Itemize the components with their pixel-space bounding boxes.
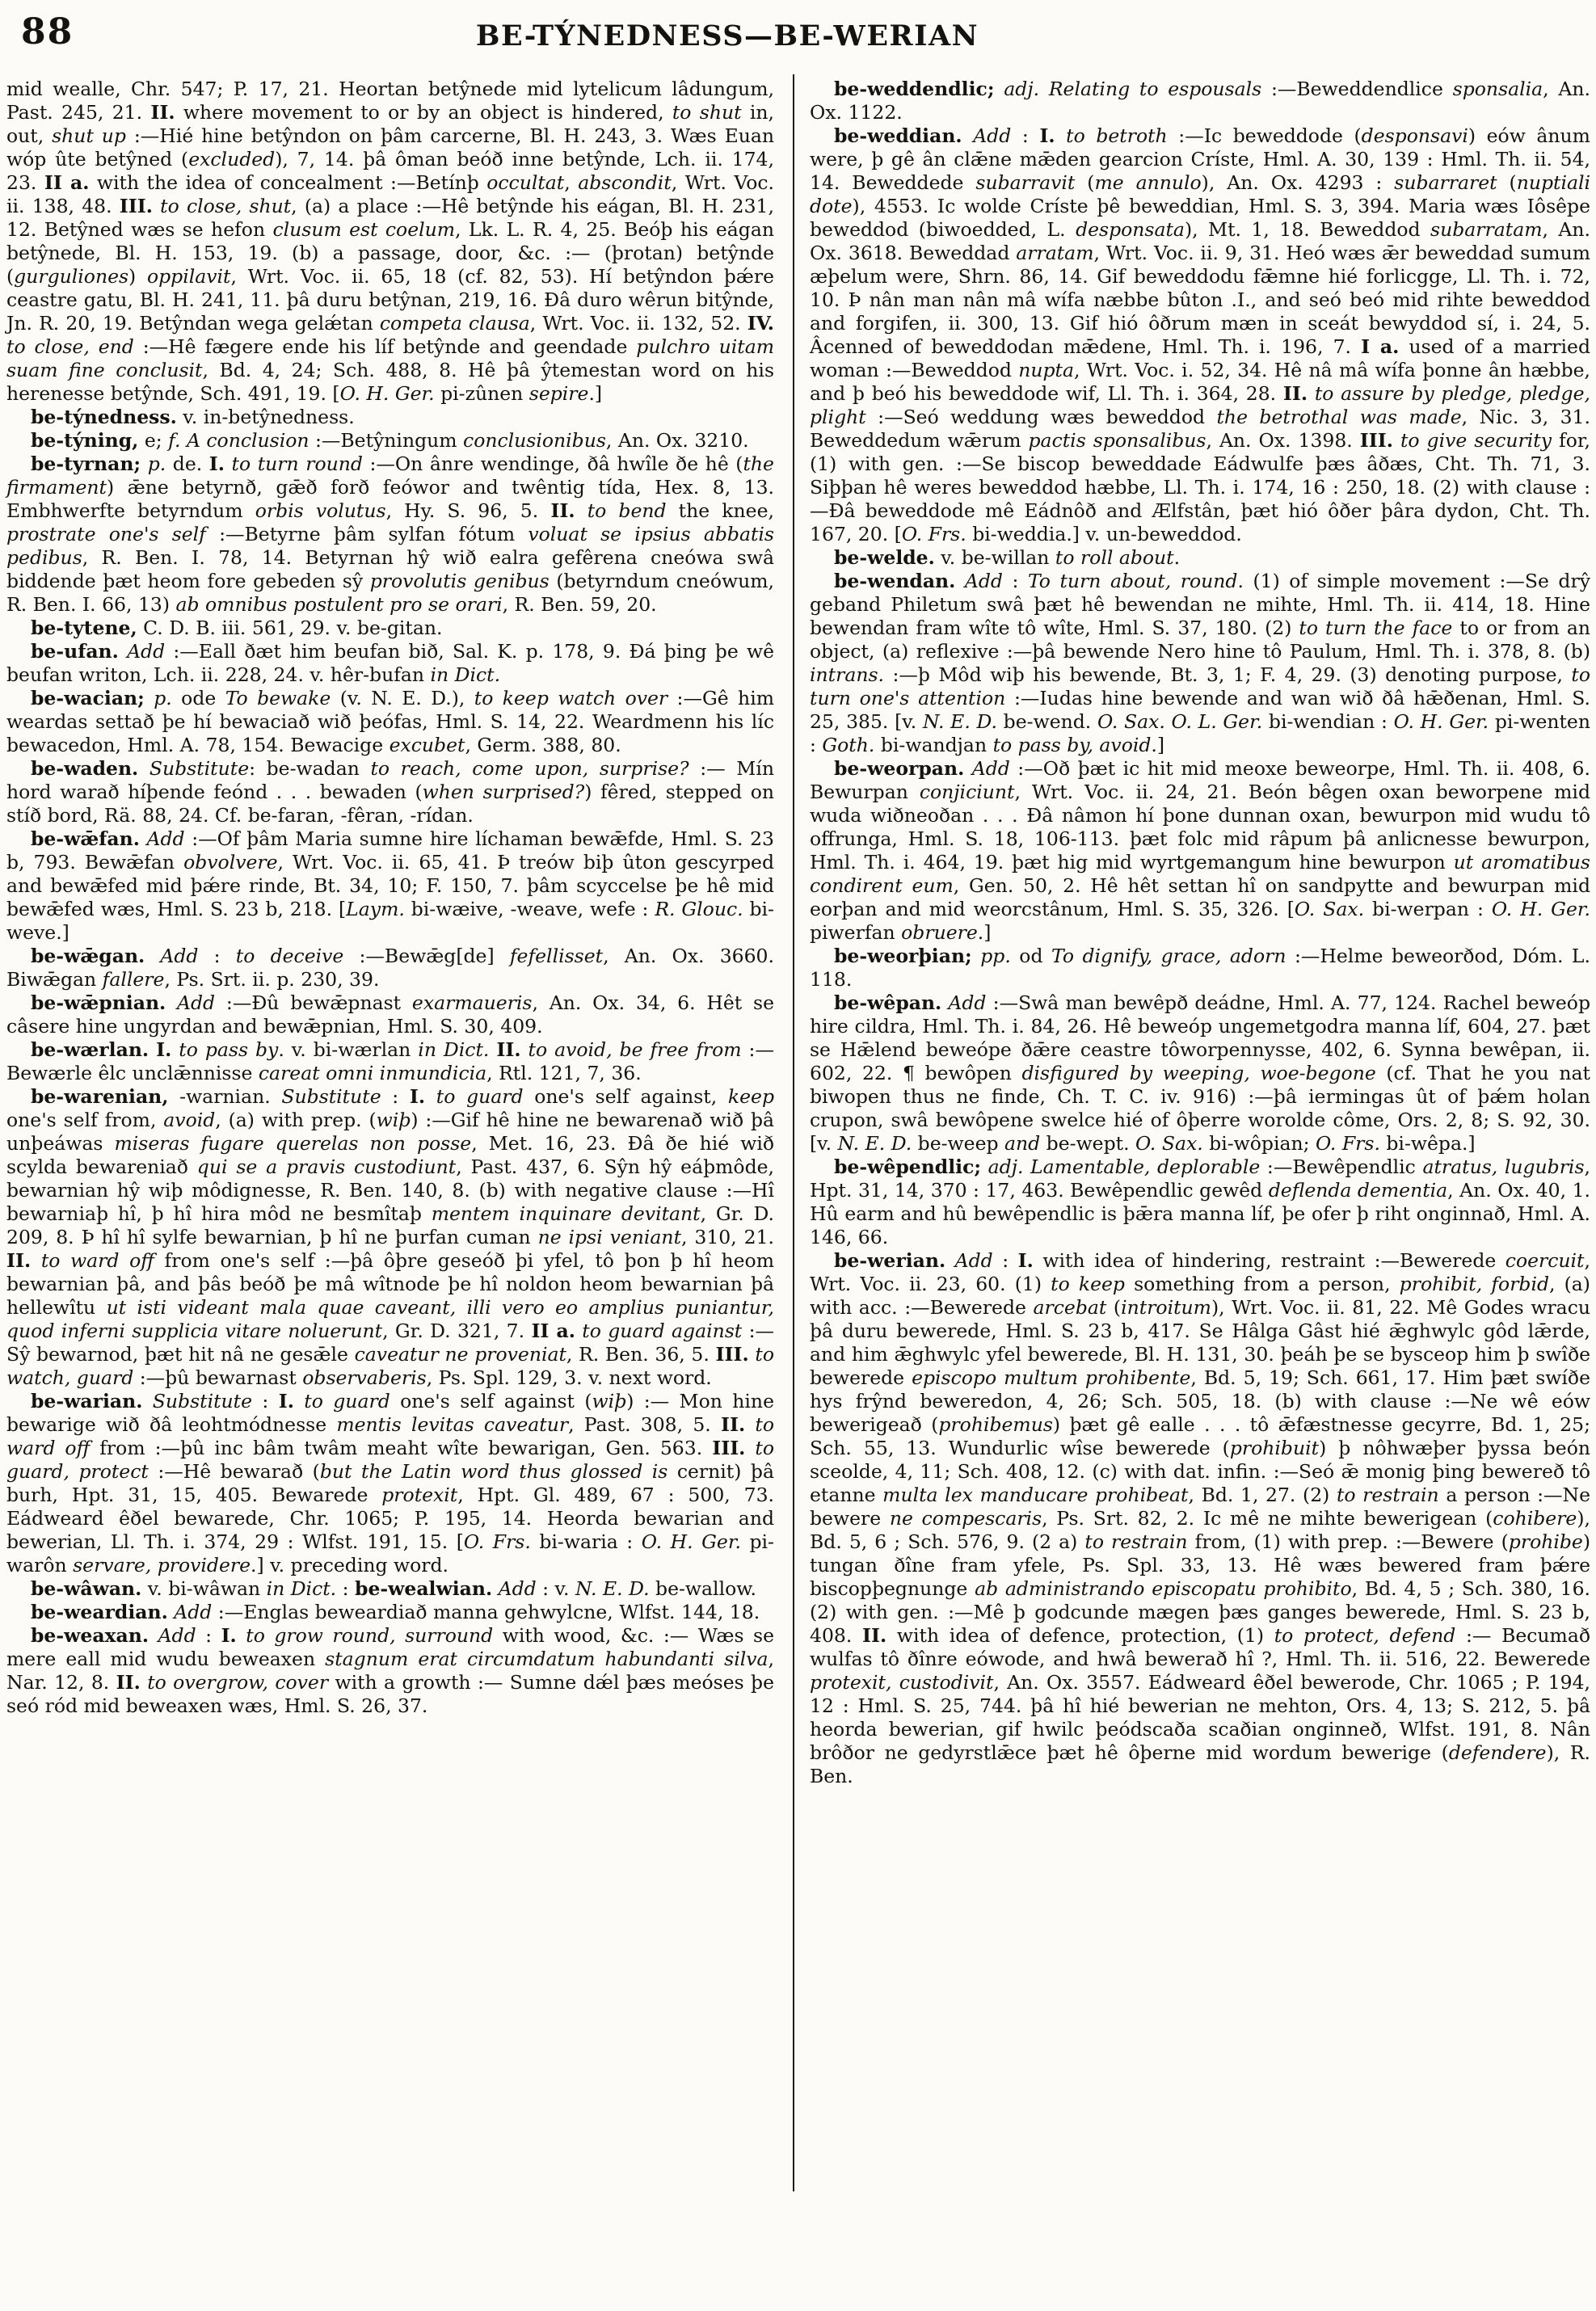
page-number: 88 (21, 11, 74, 53)
column-right (810, 78, 1590, 1788)
dictionary-entry: be-týning, e; f. A conclusion :—Betŷningum conclusionibus, An. Ox. 3210. (31, 429, 749, 452)
dictionary-entry: be-waden. Substitute: be-wadan to reach, come upon, surprise? :— Mín hord warað híþende feónd . . . bewaden (when surprised?) fêred, stepped on stíð bord, Rä. 88, 24. Cf. be-faran, -fêran, -rídan. (6, 757, 775, 827)
dictionary-entry: be-wacian; p. ode To bewake (v. N. E. D.), to keep watch over :—Gê him weardas settað þe hí bewaciað wið þeófas, Hml. S. 14, 22. Weardmenn his líc bewacedon, Hml. A. 78, 154. Bewacige excubet, Germ. 388, 80. (6, 687, 774, 756)
running-title: BE-TÝNEDNESS—BE-WERIAN (475, 19, 979, 53)
dictionary-entry: be-týnedness. v. in-betŷnedness. (31, 406, 355, 428)
dictionary-entry: be-warenian, -warnian. Substitute : I. to guard one's self against, keep one's self from, avoid, (a) with prep. (wiþ) :—Gif hê hine ne bewarenað wið þâ unþeáwas miseras fugare querelas non posse, Met. 16, 23. Ðâ ðe hié wið scylda bewareniað qui se a pravis custodiunt, Past. 437, 6. Sŷn hŷ eáþmôde, bewarnian hŷ wiþ môdignesse, R. Ben. 140, 8. (b) with negative clause :—Hî bewarniaþ hî, þ hî hira môd ne besmîtaþ mentem inquinare devitant, Gr. D. 209, 8. Þ hî hî sylfe bewarnian, þ hî ne þurfan cuman ne ipsi veniant, 310, 21. II. to ward off from one's self :—þâ ôþre geseóð þi yfel, tô þon þ hî heom bewarnian þâ, and þâs beóð þe mâ wîtnode þe hî noldon heom bewarnian þâ hellewîtu ut isti videant mala quae caveant, illi vero eo amplius puniantur, quod inferni supplicia vitare noluerunt, Gr. D. 321, 7. II a. to guard against :—Sŷ bewarnod, þæt hit nâ ne gesǣle caveatur ne proveniat, R. Ben. 36, 5. III. to watch, guard :—þû bewarnast observaberis, Ps. Spl. 129, 3. v. next word. (6, 1085, 775, 1389)
dictionary-entry: be-werian. Add : I. with idea of hindering, restraint :—Bewerede coercuit, Wrt. Voc. ii. 23, 60. (1) to keep something from a person, prohibit, forbid, (a) with acc. :—Bewerede arcebat (introitum), Wrt. Voc. ii. 81, 22. Mê Godes wracu þâ duru bewerede, Hml. S. 23 b, 417. Se Hâlga Gâst hié ǣghwylc gôd lǣrde, and him ǣghwylc yfel bewerede, Bl. H. 131, 30. þeáh þe se bysceop him þ swîðe bewerede episcopo multum prohibente, Bd. 5, 19; Sch. 661, 17. Him þæt swíðe hys frŷnd beweredon, 4, 26; Sch. 505, 18. (b) with clause :—Ne wê eów bewerigeað (prohibemus) þæt gê ealle . . . tô ǣfæstnesse gecyrre, Bd. 1, 25; Sch. 55, 13. Wundurlic wîse bewerede (prohibuit) þ nôhwæþer þyssa beón sceolde, 4, 11; Sch. 408, 12. (c) with dat. infin. :—Seó ǣ monig þing bewereð tô etanne multa lex manducare prohibeat, Bd. 1, 27. (2) to restrain a person :—Ne bewere ne compescaris, Ps. Srt. 82, 2. Ic mê ne mihte bewerigean (cohibere), Bd. 5, 6 ; Sch. 576, 9. (2 a) to restrain from, (1) with prep. :—Bewere (prohibe) tungan ðîne fram yfele, Ps. Spl. 33, 13. Hê wæs bewered fram þǽre biscopþegnunge ab administrando episcopatu prohibito, Bd. 4, 5 ; Sch. 380, 16. (2) with gen. :—Mê þ godcunde mægen þæs ganges bewerede, Hml. S. 23 b, 408. II. with idea of defence, protection, (1) to protect, defend :— Becumað wulfas tô ðînre eówode, and hwâ bewerað hî ?, Hml. Th. ii. 516, 22. Bewerede protexit, custodivit, An. Ox. 3557. Eádweard êðel bewerode, Chr. 1065 ; P. 194, 12 : Hml. S. 25, 744. þâ hî hié bewerian ne mehton, Ors. 4, 13; S. 212, 5. þâ heorda bewerian, gif hwilc þeódscaða scaðian onginneð, Wlfst. 191, 8. Nân brôðor ne gedyrstlǣce þæt hê ôþerne mid wordum bewerige (defendere), R. Ben. (810, 1249, 1591, 1787)
dictionary-entry: be-weddian. Add : I. to betroth :—Ic beweddode (desponsavi) eów ânum were, þ gê ân clǣne mǣden gearcion Críste, Hml. A. 30, 139 : Hml. Th. ii. 54, 14. Beweddede subarravit (me annulo), An. Ox. 4293 : subarraret (nuptiali dote), 4553. Ic wolde Críste þê beweddian, Hml. S. 3, 394. Maria wæs Iôsêpe beweddod (biwoedded, L. desponsata), Mt. 1, 18. Beweddod subarratam, An. Ox. 3618. Beweddad arratam, Wrt. Voc. ii. 9, 31. Heó wæs ǣr beweddad sumum æþelum were, Shrn. 86, 14. Gif beweddodu fǣmne hié forlicgge, Ll. Th. i. 72, 10. Þ nân man nân mâ wífa næbbe bûton .I., and seó beó mid rihte beweddod and forgifen, ii. 300, 13. Gif hió ôðrum mæn in sceát bewyddod sí, i. 24, 5. Âcenned of beweddodan mǣdene, Hml. Th. i. 196, 7. I a. used of a married woman :—Beweddod nupta, Wrt. Voc. i. 52, 34. Hê nâ mâ wífa þonne ân hæbbe, and þ beó his beweddode wif, Ll. Th. i. 364, 28. II. to assure by pledge, pledge, plight :—Seó weddung wæs beweddod the betrothal was made, Nic. 3, 31. Beweddedum wǣrum pactis sponsalibus, An. Ox. 1398. III. to give security for, (1) with gen. :—Se biscop beweddade Eádwulfe þæs âðæs, Cht. Th. 71, 3. Siþþan hê weres beweddod hæbbe, Ll. Th. i. 174, 16 : 250, 18. (2) with clause :—Ðâ beweddode mê Eádnôð and Ælfstân, þæt hió ôðer þâra dydon, Cht. Th. 167, 20. [O. Frs. bi-weddia.] v. un-beweddod. (810, 124, 1591, 545)
dictionary-entry: be-wǣfan. Add :—Of þâm Maria sumne hire líchaman bewǣfde, Hml. S. 23 b, 793. Bewǣfan obvolvere, Wrt. Voc. ii. 65, 41. Þ treów biþ ûton gescyrped and bewǣfed mid þǽre rinde, Bt. 34, 10; F. 150, 7. þâm scyccelse þe hê mid bewǣfed wæs, Hml. S. 23 b, 218. [Laym. bi-wæive, -weave, wefe : R. Glouc. bi-weve.] (6, 827, 774, 944)
dictionary-entry: be-warian. Substitute : I. to guard one's self against (wiþ) :— Mon hine bewarige wið ðâ leohtmódnesse mentis levitas caveatur, Past. 308, 5. II. to ward off from :—þû inc bâm twâm meaht wîte bewarigan, Gen. 563. III. to guard, protect :—Hê bewarað (but the Latin word thus glossed is cernit) þâ burh, Hpt. 31, 15, 405. Bewarede protexit, Hpt. Gl. 489, 67 : 500, 73. Eádweard êðel bewarede, Chr. 1065; P. 195, 14. Heorda bewarian and bewerian, Ll. Th. i. 374, 29 : Wlfst. 191, 15. [O. Frs. bi-waria : O. H. Ger. pi-warôn servare, providere.] v. preceding word. (6, 1390, 774, 1576)
dictionary-entry: be-wǣgan. Add : to deceive :—Bewǣg[de] fefellisset, An. Ox. 3660. Biwǣgan fallere, Ps. Srt. ii. p. 230, 39. (6, 945, 774, 991)
dictionary-entry: be-weardian. Add :—Englas beweardiað manna gehwylcne, Wlfst. 144, 18. (31, 1601, 760, 1623)
column-divider-rule (793, 74, 794, 2191)
dictionary-entry: be-weaxan. Add : I. to grow round, surround with wood, &c. :— Wæs se mere eall mid wudu beweaxen stagnum erat circumdatum habundanti silva, Nar. 12, 8. II. to overgrow, cover with a growth :— Sumne dǽl þæs meóses þe seó ród mid beweaxen wæs, Hml. S. 26, 37. (6, 1624, 774, 1717)
dictionary-entry: be-wêpan. Add :—Swâ man bewêpð deádne, Hml. A. 77, 124. Rachel beweóp hire cildra, Hml. Th. i. 84, 26. Hê beweóp ungemetgodra manna líf, 604, 27. þæt se Hǣlend beweópe ðǣre ceastre tôworpennysse, 402, 6. Synna bewêpan, ii. 602, 22. ¶ bewôpen disfigured by weeping, woe-begone (cf. That he you nat biwopen thus ne finde, Ch. T. C. iv. 916) :—þâ iermingas ût of þǽm holan crupon, swâ bewôpene swelce hié of ôþerre worolde côme, Ors. 2, 8; S. 92, 30. [v. N. E. D. be-weep and be-wept. O. Sax. bi-wôpian; O. Frs. bi-wêpa.] (810, 991, 1590, 1155)
dictionary-entry: be-wærlan. I. to pass by. v. bi-wærlan in Dict. II. to avoid, be free from :—Bewærle êlc unclǣnnisse careat omni inmundicia, Rtl. 121, 7, 36. (6, 1038, 774, 1084)
dictionary-entry: be-wêpendlic; adj. Lamentable, deplorable :—Bewêpendlic atratus, lugubris, Hpt. 31, 14, 370 : 17, 463. Bewêpendlic gewêd deflenda dementia, An. Ox. 40, 1. Hû earm and hû bewêpendlic is þǣra manna líf, þe ofer þ riht onginnað, Hml. A. 146, 66. (810, 1156, 1590, 1248)
dictionary-entry: be-wâwan. v. bi-wâwan in Dict. : be-wealwian. Add : v. N. E. D. be-wallow. (31, 1577, 757, 1600)
dictionary-entry: be-welde. v. be-willan to roll about. (834, 546, 1181, 569)
dictionary-entry: be-ufan. Add :—Eall ðæt him beufan bið, Sal. K. p. 178, 9. Ðá þing þe wê beufan writon, Lch. ii. 228, 24. v. hêr-bufan in Dict. (6, 640, 774, 686)
dictionary-entry: be-weorþian; pp. od To dignify, grace, adorn :—Helme beweorðod, Dóm. L. 118. (810, 945, 1590, 991)
dictionary-entry: mid wealle, Chr. 547; P. 17, 21. Heortan betŷnede mid lytelicum lâdungum, Past. 245, 21. II. where movement to or by an object is hindered, to shut in, out, shut up :—Hié hine betŷndon on þâm carcerne, Bl. H. 243, 3. Wæs Euan wóp ûte betŷned (excluded), 7, 14. þâ ôman beóð inne betŷnde, Lch. ii. 174, 23. II a. with the idea of concealment :—Betínþ occultat, abscondit, Wrt. Voc. ii. 138, 48. III. to close, shut, (a) a place :—Hê betŷnde his eágan, Bl. H. 231, 12. Betŷned wæs se hefon clusum est coelum, Lk. L. R. 4, 25. Beóþ his eágan betŷnede, Bl. H. 153, 19. (b) a passage, door, &c. :— (þrotan) betŷnde (gurguliones) oppilavit, Wrt. Voc. ii. 65, 18 (cf. 82, 53). Hí betŷndon þǽre ceastre gatu, Bl. H. 241, 11. þâ duru betŷnan, 219, 16. Ðâ duro wêrun bitŷnde, Jn. R. 20, 19. Betŷndan wega gelǽtan competa clausa, Wrt. Voc. ii. 132, 52. IV. to close, end :—Hê fægere ende his líf betŷnde and geendade pulchro uitam suam fine conclusit, Bd. 4, 24; Sch. 488, 8. Hê þâ ŷtemestan word on his herenesse betŷnde, Sch. 491, 19. [O. H. Ger. pi-zûnen sepire.] (6, 78, 775, 405)
column-left (6, 78, 774, 1718)
dictionary-entry: be-tyrnan; p. de. I. to turn round :—On ânre wendinge, ðâ hwîle ðe hê (the firmament) ǣne betyrnð, gǣð forð feówor and twêntig tída, Hex. 8, 13. Embhwerfte betyrndum orbis volutus, Hy. S. 96, 5. II. to bend the knee, prostrate one's self :—Betyrne þâm sylfan fótum voluat se ipsius abbatis pedibus, R. Ben. I. 78, 14. Betyrnan hŷ wið ealra gefêrena cneówa swâ biddende þæt heom fore gebeden sŷ provolutis genibus (betyrndum cneówum, R. Ben. I. 66, 13) ab omnibus postulent pro se orari, R. Ben. 59, 20. (6, 453, 774, 616)
dictionary-entry: be-tytene, C. D. B. iii. 561, 29. v. be-gitan. (31, 617, 443, 639)
dictionary-entry: be-weorpan. Add :—Oð þæt ic hit mid meoxe beweorpe, Hml. Th. ii. 408, 6. Bewurpan conjiciunt, Wrt. Voc. ii. 24, 21. Beón bêgen oxan beworpene mid wuda wiðneoðan . . . Ðâ nâmon hí þone dunnan oxan, bewurpon mid wudu tô offrunga, Hml. S. 18, 106-113. þæt folc mid râpum þâ anlicnesse bewurpon, Hml. Th. i. 464, 19. þæt hig mid wyrtgemangum hine bewurpon ut aromatibus condirent eum, Gen. 50, 2. Hê hêt settan hî on sandpytte and bewurpan mid eorþan and mid weorcstânum, Hml. S. 35, 326. [O. Sax. bi-werpan : O. H. Ger. piwerfan obruere.] (810, 757, 1590, 944)
dictionary-entry: be-weddendlic; adj. Relating to espousals :—Beweddendlice sponsalia, An. Ox. 1122. (810, 78, 1590, 124)
dictionary-entry: be-wendan. Add : To turn about, round. (1) of simple movement :—Se drŷ geband Philetum swâ þæt hê bewendan ne mihte, Hml. Th. ii. 414, 18. Hine bewendan fram wîte tô wîte, Hml. S. 37, 180. (2) to turn the face to or from an object, (a) reflexive :—þâ bewende Nero hine tô Paulum, Hml. Th. i. 378, 8. (b) intrans. :—þ Môd wiþ his bewende, Bt. 3, 1; F. 4, 29. (3) denoting purpose, to turn one's attention :—Iudas hine bewende and wan wið ðâ hǣðenan, Hml. S. 25, 385. [v. N. E. D. be-wend. O. Sax. O. L. Ger. bi-wendian : O. H. Ger. pi-wenten : Goth. bi-wandjan to pass by, avoid.] (810, 570, 1590, 756)
dictionary-entry: be-wǣpnian. Add :—Ðû bewǣpnast exarmaueris, An. Ox. 34, 6. Hêt se câsere hine ungyrdan and bewǣpnian, Hml. S. 30, 409. (6, 991, 774, 1038)
